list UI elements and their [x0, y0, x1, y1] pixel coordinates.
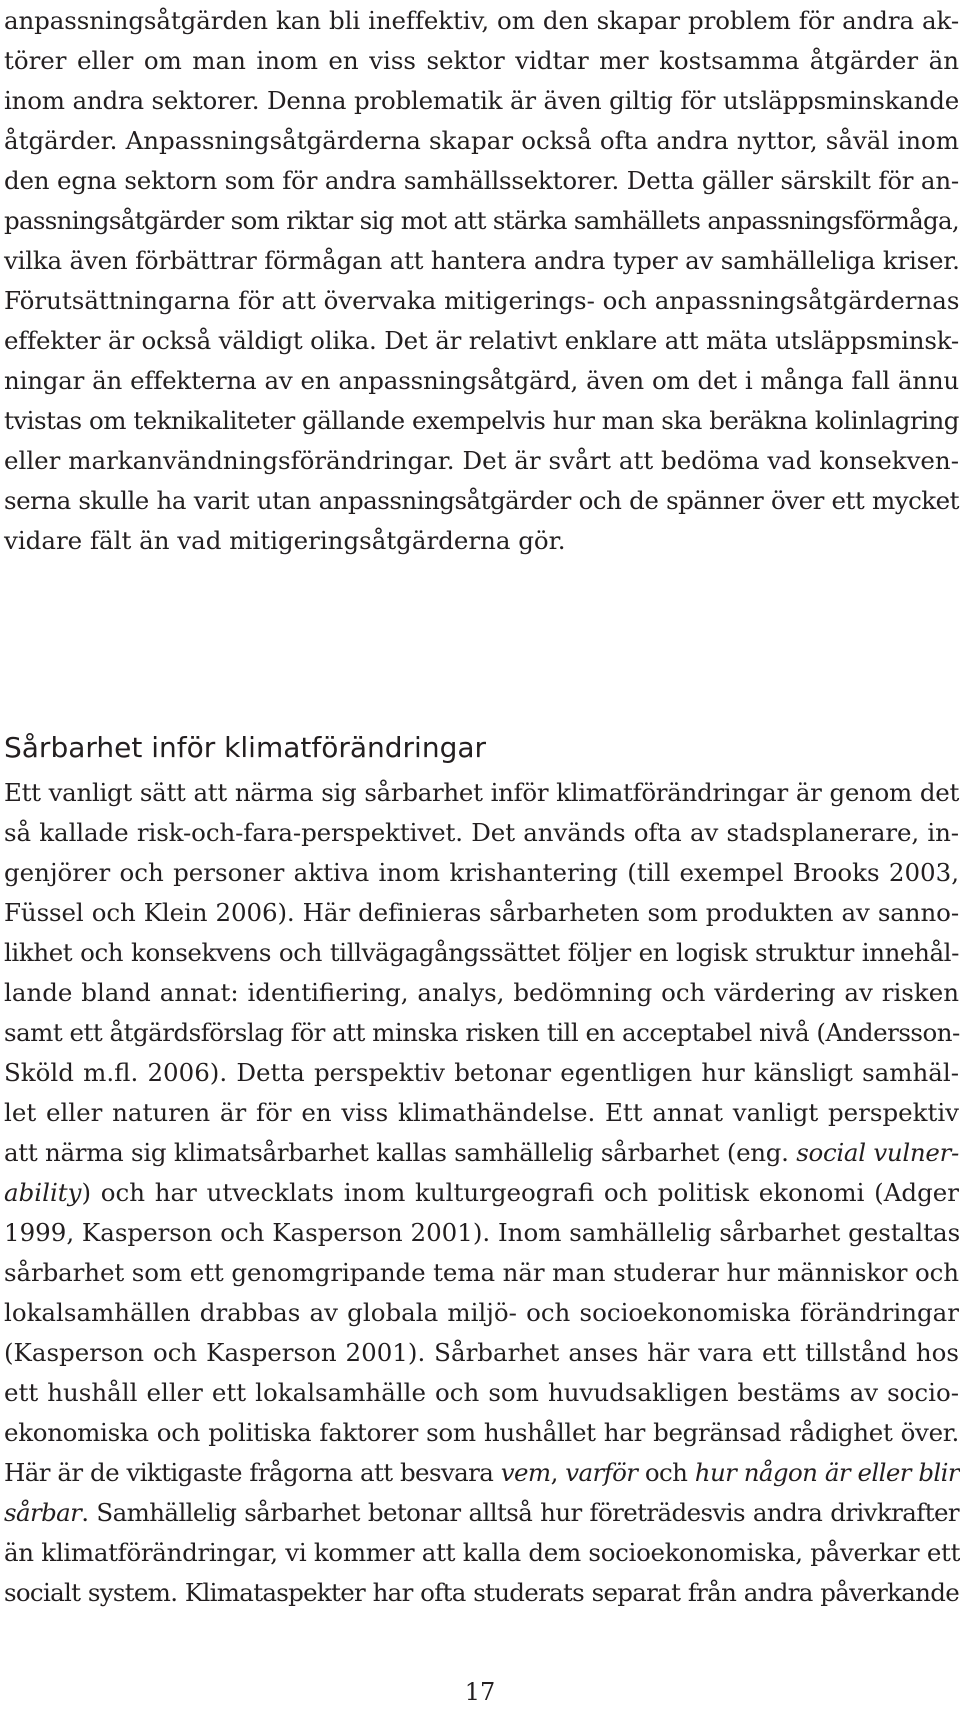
text-line: Ett vanligt sätt att närma sig sårbarhet inför klimatförändringar är genom det	[4, 778, 959, 807]
text-line	[4, 1453, 959, 1493]
text-line: Füssel och Klein 2006). Här definieras sårbarheten som produkten av sanno-	[4, 898, 959, 927]
text-line: effekter är också väldigt olika. Det är relativt enklare att mäta utsläppsminsk-	[4, 326, 959, 355]
italic-term: hur någon är eller blir	[694, 1458, 959, 1487]
text-line: eller markanvändningsförändringar. Det är svårt att bedöma vad konsekven-	[4, 446, 959, 475]
text-line: den egna sektorn som för andra samhällssektorer. Detta gäller särskilt för an-	[4, 166, 959, 195]
text-line: Sköld m.fl. 2006). Detta perspektiv betonar egentligen hur känsligt samhäl-	[4, 1058, 959, 1087]
text-line: vidare fält än vad mitigeringsåtgärderna gör.	[4, 526, 566, 555]
text-line: ningar än effekterna av en anpassningsåtgärd, även om det i många fall ännu	[4, 366, 959, 395]
text-line	[4, 1133, 959, 1173]
text-line: åtgärder. Anpassningsåtgärderna skapar också ofta andra nyttor, såväl inom	[4, 126, 959, 155]
italic-term: vem	[500, 1458, 551, 1487]
text-span: Här är de viktigaste frågorna att besvara	[4, 1458, 501, 1487]
text-line: sårbarhet som ett genomgripande tema när man studerar hur människor och	[4, 1258, 959, 1287]
text-line: anpassningsåtgärden kan bli ineffektiv, om den skapar problem för andra ak-	[4, 6, 959, 35]
text-line: let eller naturen är för en viss klimathändelse. Ett annat vanligt perspektiv	[4, 1098, 959, 1127]
text-line: serna skulle ha varit utan anpassningsåtgärder och de spänner över ett mycket	[4, 486, 959, 515]
text-line: inom andra sektorer. Denna problematik är även giltig för utsläppsminskande	[4, 86, 959, 115]
text-line: så kallade risk-och-fara-perspektivet. Det används ofta av stadsplanerare, in-	[4, 818, 959, 847]
text-span: ,	[550, 1458, 566, 1487]
italic-term: ability	[4, 1178, 82, 1207]
text-line	[4, 1173, 959, 1213]
text-span: ) och har utvecklats inom kulturgeografi och politisk ekonomi (Adger	[81, 1178, 959, 1207]
text-line: (Kasperson och Kasperson 2001). Sårbarhet anses här vara ett tillstånd hos	[4, 1338, 959, 1367]
text-line: socialt system. Klimataspekter har ofta studerats separat från andra påverkande	[4, 1578, 959, 1607]
text-line: vilka även förbättrar förmågan att hantera andra typer av samhälleliga kriser.	[4, 246, 960, 275]
text-span: att närma sig klimatsårbarhet kallas samhällelig sårbarhet (eng.	[4, 1138, 797, 1167]
section-heading: Sårbarhet inför klimatförändringar	[4, 731, 487, 764]
text-span: och	[637, 1458, 695, 1487]
italic-term: social vulner-	[796, 1138, 959, 1167]
italic-term: varför	[565, 1458, 638, 1487]
text-line: lokalsamhällen drabbas av globala miljö- och socioekonomiska förändringar	[4, 1298, 959, 1327]
text-line: lande bland annat: identifiering, analys, bedömning och värdering av risken	[4, 978, 959, 1007]
text-line: Förutsättningarna för att övervaka mitigerings- och anpassningsåtgärdernas	[4, 286, 960, 315]
text-line: genjörer och personer aktiva inom krishantering (till exempel Brooks 2003,	[4, 858, 959, 887]
page-number: 17	[464, 1678, 496, 1706]
italic-term: sårbar	[4, 1498, 82, 1527]
text-line: likhet och konsekvens och tillvägagångssättet följer en logisk struktur innehål-	[4, 938, 959, 967]
text-line: passningsåtgärder som riktar sig mot att stärka samhällets anpassningsförmåga,	[4, 206, 959, 235]
text-line	[4, 1493, 959, 1533]
text-line: törer eller om man inom en viss sektor vidtar mer kostsamma åtgärder än	[4, 46, 959, 75]
text-line: samt ett åtgärdsförslag för att minska risken till en acceptabel nivå (Andersson-	[4, 1018, 960, 1047]
text-span: . Samhällelig sårbarhet betonar alltså hur företrädesvis andra drivkrafter	[81, 1498, 959, 1527]
text-line: än klimatförändringar, vi kommer att kalla dem socioekonomiska, påverkar ett	[4, 1538, 960, 1567]
text-line: tvistas om teknikaliteter gällande exempelvis hur man ska beräkna kolinlagring	[4, 406, 959, 435]
text-line: ett hushåll eller ett lokalsamhälle och som huvudsakligen bestäms av socio-	[4, 1378, 959, 1407]
text-line: 1999, Kasperson och Kasperson 2001). Inom samhällelig sårbarhet gestaltas	[4, 1218, 960, 1247]
text-line: ekonomiska och politiska faktorer som hushållet har begränsad rådighet över.	[4, 1418, 959, 1447]
